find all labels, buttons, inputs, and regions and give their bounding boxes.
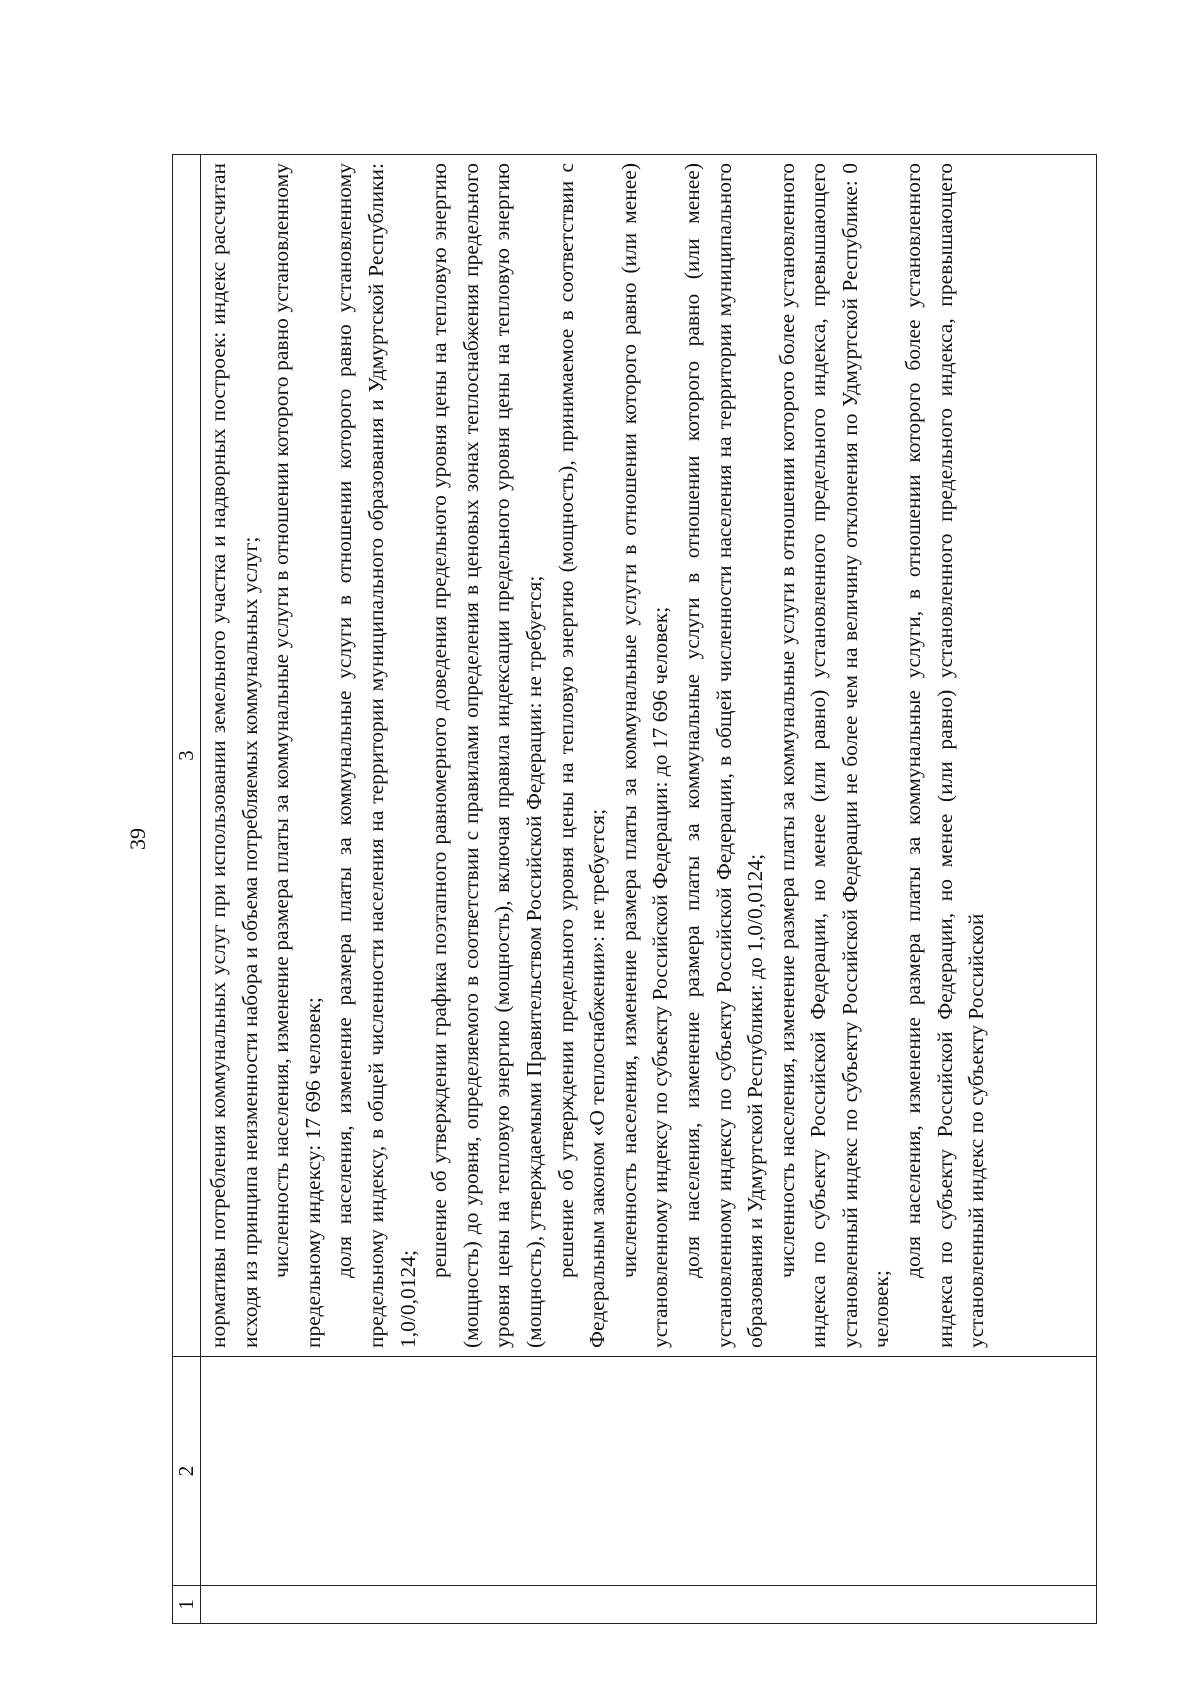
header-col-2: 2 xyxy=(173,1357,201,1586)
paragraph: численность населения, изменение размера платы за коммунальные услуги в отношении которого более установленного индекса по субъекту Российской Федерации, но менее (или равно) установленного предельного индекса, превышающего установленный индекс по субъекту Российской Федерации не более чем на величину отклонения по Удмуртской Республике: 0 человек; xyxy=(774,163,894,1348)
paragraph: доля населения, изменение размера платы за коммунальные услуги в отношении которого равно установленному предельному индексу, в общей численности населения на территории муниципального образования и Удмуртской Республики: 1,0/0,0124; xyxy=(332,163,420,1348)
rotated-table-container xyxy=(172,154,1097,1624)
cell-col-1 xyxy=(201,1586,1097,1624)
page-number: 39 xyxy=(125,828,150,850)
paragraph: доля населения, изменение размера платы за коммунальные услуги в отношении которого равно (или менее) установленному индексу по субъекту Российской Федерации, в общей численности населения на территории муниципального образования и Удмуртской Республики: до 1,0/0,0124; xyxy=(679,163,768,1348)
header-col-1: 1 xyxy=(173,1586,201,1624)
paragraph: решение об утверждении предельного уровня цены на тепловую энергию (мощность), принимаемое в соответствии с Федеральным законом «О теплоснабжении»: не требуется; xyxy=(553,163,610,1348)
paragraph: нормативы потребления коммунальных услуг при использовании земельного участка и надворных построек: индекс рассчитан исходя из принципа неизменности набора и объема потребляемых коммунальных услуг; xyxy=(206,163,262,1348)
table-body-row xyxy=(201,155,1097,1624)
header-col-3: 3 xyxy=(173,155,201,1357)
document-table xyxy=(172,154,1097,1624)
paragraph: численность населения, изменение размера платы за коммунальные услуги в отношении которого равно установленному предельному индексу: 17 696 человек; xyxy=(269,163,325,1348)
table-header-row xyxy=(173,155,201,1624)
cell-col-2 xyxy=(201,1357,1097,1586)
cell-text-block xyxy=(201,155,993,1356)
cell-col-3 xyxy=(201,155,1097,1357)
paragraph: численность населения, изменение размера платы за коммунальные услуги в отношении которого равно (или менее) установленному индексу по субъекту Российской Федерации: до 17 696 человек; xyxy=(616,163,673,1348)
paragraph: решение об утверждении графика поэтапного равномерного доведения предельного уровня цены на тепловую энергию (мощность) до уровня, определяемого в соответствии с правилами определения в ценовых зонах теплоснабжения предельного уровня цены на тепловую энергию (мощность), включая правила индексации предельного уровня цены на тепловую энергию (мощность), утверждаемыми Правительством Российской Федерации: не требуется; xyxy=(427,163,546,1348)
paragraph: доля населения, изменение размера платы за коммунальные услуги, в отношении которого более установленного индекса по субъекту Российской Федерации, но менее (или равно) установленного предельного индекса, превышающего установленный индекс по субъекту Российской xyxy=(901,163,989,1348)
